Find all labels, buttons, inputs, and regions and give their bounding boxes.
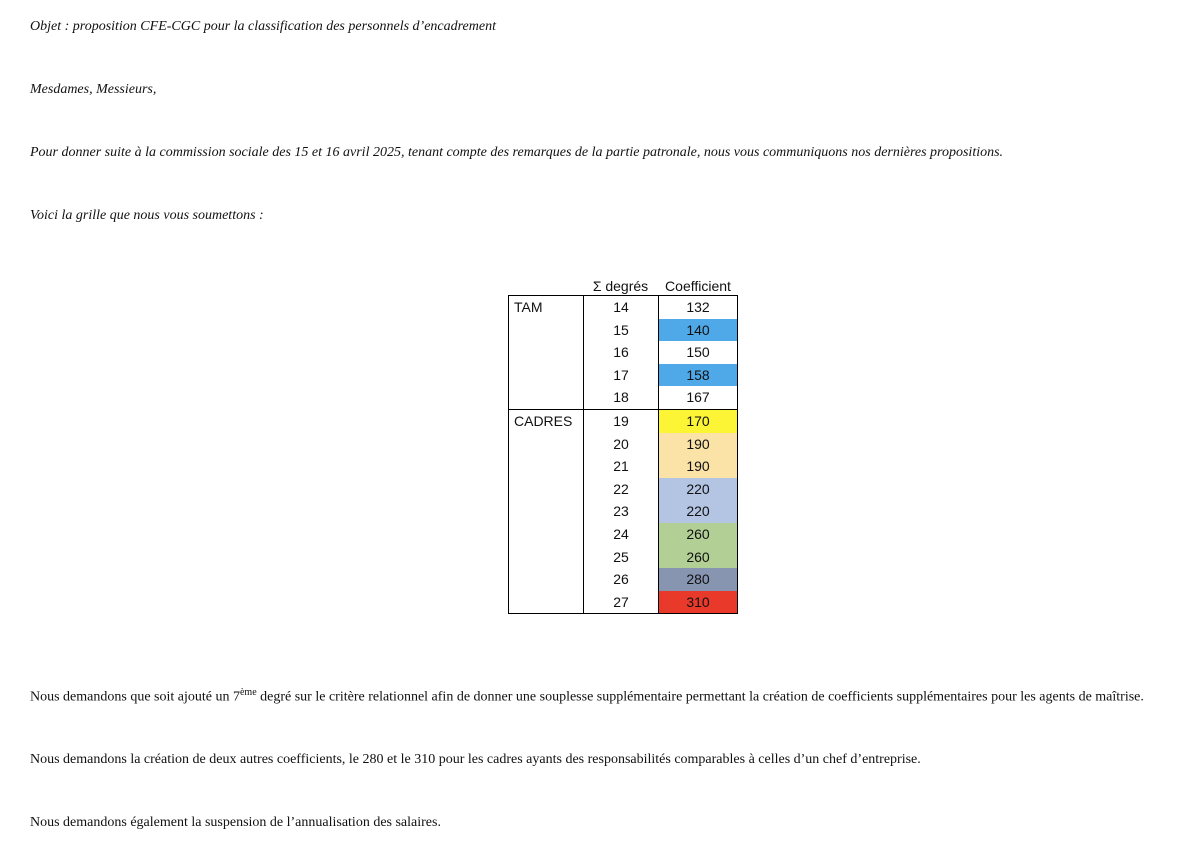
table-row [509, 296, 737, 319]
request-1-superscript: ème [239, 687, 257, 698]
coefficient-cell: 220 [659, 478, 737, 501]
group-label-empty [509, 433, 584, 456]
request-1-after: degré sur le critère relationnel afin de donner une souplesse supplémentaire permettant la création de coefficients supplémentaires pour les agents de maîtrise. [256, 689, 1144, 705]
request-1-before: Nous demandons que soit ajouté un 7 [30, 689, 240, 705]
grid-intro: Voici la grille que nous vous soumettons : [30, 208, 264, 223]
group-label-empty [509, 455, 584, 478]
degree-cell: 17 [584, 364, 659, 387]
request-paragraph-2: Nous demandons la création de deux autres coefficients, le 280 et le 310 pour les cadres ayants des responsabilités comparables à celles d’un chef d’entreprise. [30, 752, 921, 767]
coefficient-cell: 260 [659, 523, 737, 546]
table-row [509, 478, 737, 501]
group-label-empty [509, 568, 584, 591]
coefficient-cell: 132 [659, 296, 737, 319]
request-paragraph-3: Nous demandons également la suspension de l’annualisation des salaires. [30, 815, 441, 830]
group-label-empty [509, 364, 584, 387]
group-label-empty [509, 478, 584, 501]
degree-cell: 25 [584, 546, 659, 569]
coefficient-cell: 190 [659, 455, 737, 478]
group-label-empty [509, 591, 584, 614]
coefficient-cell: 167 [659, 386, 737, 409]
degree-cell: 15 [584, 319, 659, 342]
degree-cell: 24 [584, 523, 659, 546]
group-label-empty [509, 523, 584, 546]
request-paragraph-1 [30, 687, 1144, 706]
group-label-empty [509, 319, 584, 342]
table-row [509, 386, 737, 409]
grid-group-tam [509, 296, 737, 410]
table-row [509, 433, 737, 456]
coefficient-cell: 150 [659, 341, 737, 364]
coefficient-cell: 170 [659, 410, 737, 433]
group-label-empty [509, 341, 584, 364]
table-row [509, 364, 737, 387]
group-label: TAM [509, 296, 584, 319]
group-label-empty [509, 386, 584, 409]
group-label: CADRES [509, 410, 584, 433]
table-row [509, 455, 737, 478]
coefficient-cell: 280 [659, 568, 737, 591]
coefficient-cell: 140 [659, 319, 737, 342]
intro-paragraph: Pour donner suite à la commission sociale des 15 et 16 avril 2025, tenant compte des remarques de la partie patronale, nous vous communiquons nos dernières propositions. [30, 145, 1004, 160]
table-row [509, 568, 737, 591]
table-row [509, 500, 737, 523]
header-degrees: Σ degrés [592, 278, 649, 294]
grid-group-cadres [509, 410, 737, 613]
grid-table [508, 295, 738, 614]
coefficient-cell: 310 [659, 591, 737, 614]
degree-cell: 18 [584, 386, 659, 409]
degree-cell: 27 [584, 591, 659, 614]
table-row [509, 523, 737, 546]
group-label-empty [509, 500, 584, 523]
coefficient-cell: 260 [659, 546, 737, 569]
degree-cell: 26 [584, 568, 659, 591]
degree-cell: 22 [584, 478, 659, 501]
subject-line: Objet : proposition CFE-CGC pour la classification des personnels d’encadrement [30, 19, 496, 34]
degree-cell: 21 [584, 455, 659, 478]
coefficient-cell: 158 [659, 364, 737, 387]
header-coefficient: Coefficient [665, 278, 731, 294]
coefficient-cell: 190 [659, 433, 737, 456]
degree-cell: 16 [584, 341, 659, 364]
degree-cell: 20 [584, 433, 659, 456]
degree-cell: 19 [584, 410, 659, 433]
table-row [509, 546, 737, 569]
degree-cell: 23 [584, 500, 659, 523]
table-row [509, 410, 737, 433]
salutation: Mesdames, Messieurs, [30, 82, 157, 97]
table-row [509, 341, 737, 364]
table-row [509, 591, 737, 614]
degree-cell: 14 [584, 296, 659, 319]
group-label-empty [509, 546, 584, 569]
coefficient-cell: 220 [659, 500, 737, 523]
table-row [509, 319, 737, 342]
